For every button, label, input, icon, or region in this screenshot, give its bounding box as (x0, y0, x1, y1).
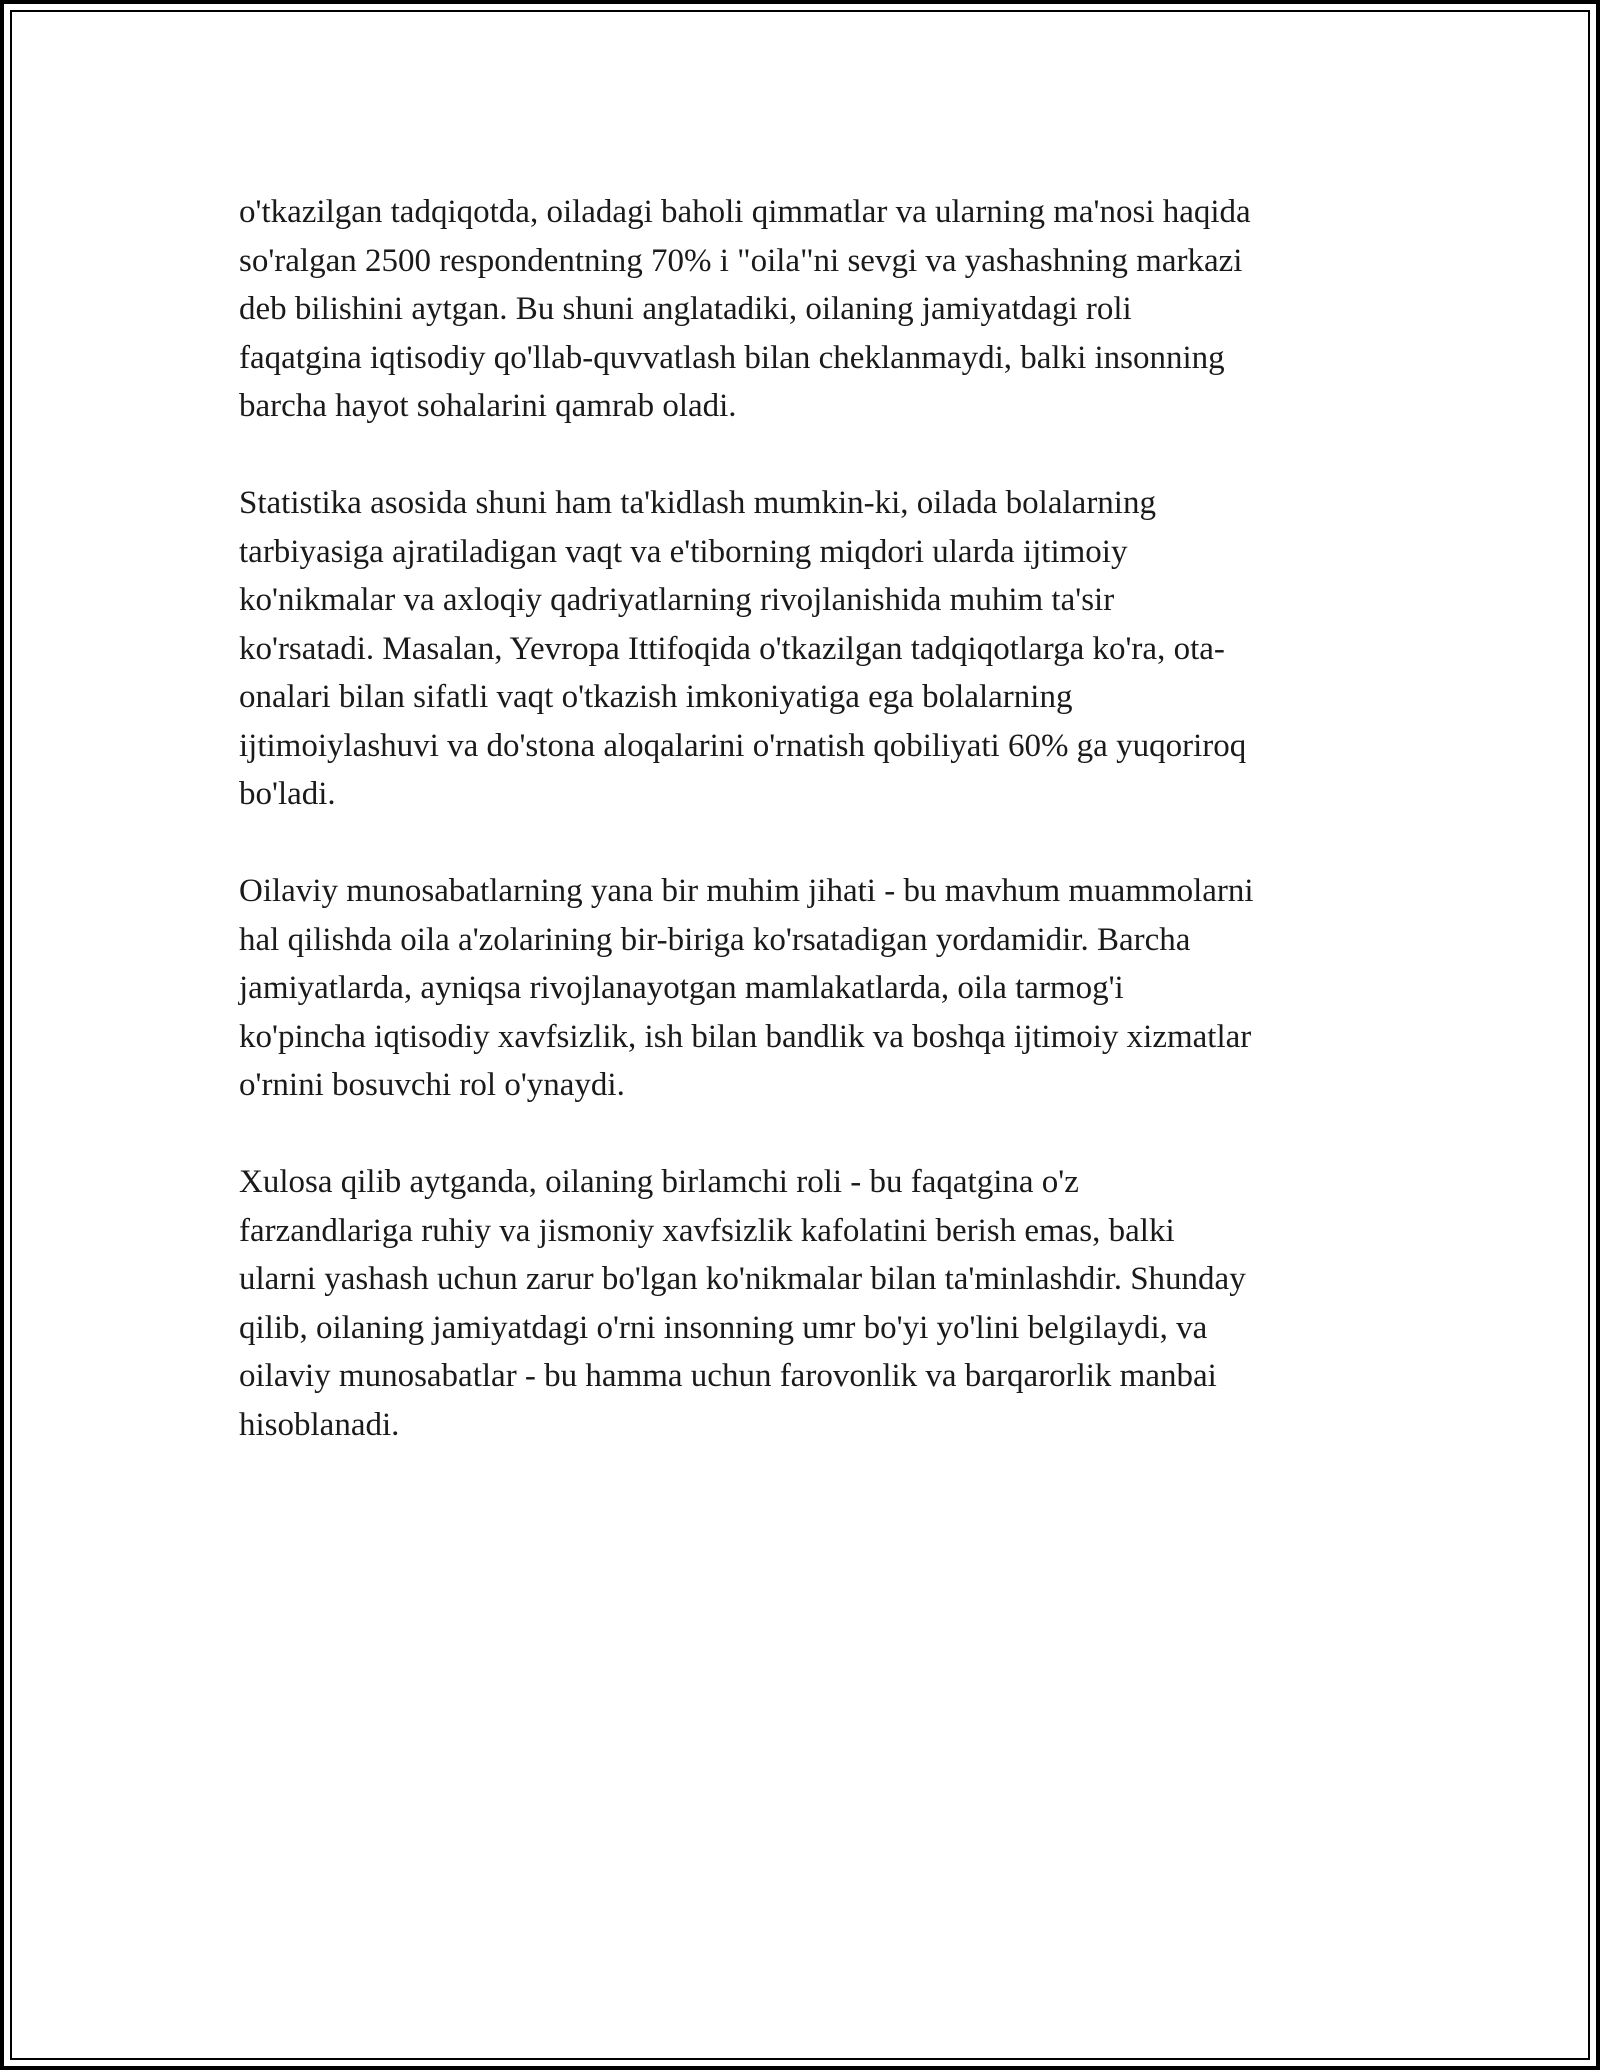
paragraph-1: o'tkazilgan tadqiqotda, oiladagi baholi qimmatlar va ularning ma'nosi haqida so'ralgan 2500 respondentning 70% i "oila"ni sevgi va yashashning markazi deb bilishini aytgan. Bu shuni anglatadiki, oilaning jamiyatdagi roli faqatgina iqtisodiy qo'llab-quvvatlash bilan cheklanmaydi, balki insonning barcha hayot sohalarini qamrab oladi. (239, 194, 1251, 424)
document-body (239, 188, 1374, 1498)
paragraph-2: Statistika asosida shuni ham ta'kidlash mumkin-ki, oilada bolalarning tarbiyasiga ajratiladigan vaqt va e'tiborning miqdori ularda ijtimoiy ko'nikmalar va axloqiy qadriyatlarning rivojlanishida muhim ta'sir ko'rsatadi. Masalan, Yevropa Ittifoqida o'tkazilgan tadqiqotlarga ko'ra, ota- onalari bilan sifatli vaqt o'tkazish imkoniyatiga ega bolalarning ijtimoiylashuvi va do'stona aloqalarini o'rnatish qobiliyati 60% ga yuqoriroq bo'ladi. (239, 485, 1247, 812)
paragraph-4: Xulosa qilib aytganda, oilaning birlamchi roli - bu faqatgina o'z farzandlariga ruhiy va jismoniy xavfsizlik kafolatini berish emas, balki ularni yashash uchun zarur bo'lgan ko'nikmalar bilan ta'minlashdir. Shunday qilib, oilaning jamiyatdagi o'rni insonning umr bo'yi yo'lini belgilaydi, va oilaviy munosabatlar - bu hamma uchun farovonlik va barqarorlik manbai hisoblanadi. (239, 1164, 1246, 1443)
paragraph-3: Oilaviy munosabatlarning yana bir muhim jihati - bu mavhum muammolarni hal qilishda oila a'zolarining bir-biriga ko'rsatadigan yordamidir. Barcha jamiyatlarda, ayniqsa rivojlanayotgan mamlakatlarda, oila tarmog'i ko'pincha iqtisodiy xavfsizlik, ish bilan bandlik va boshqa ijtimoiy xizmatlar o'rnini bosuvchi rol o'ynaydi. (239, 873, 1254, 1103)
